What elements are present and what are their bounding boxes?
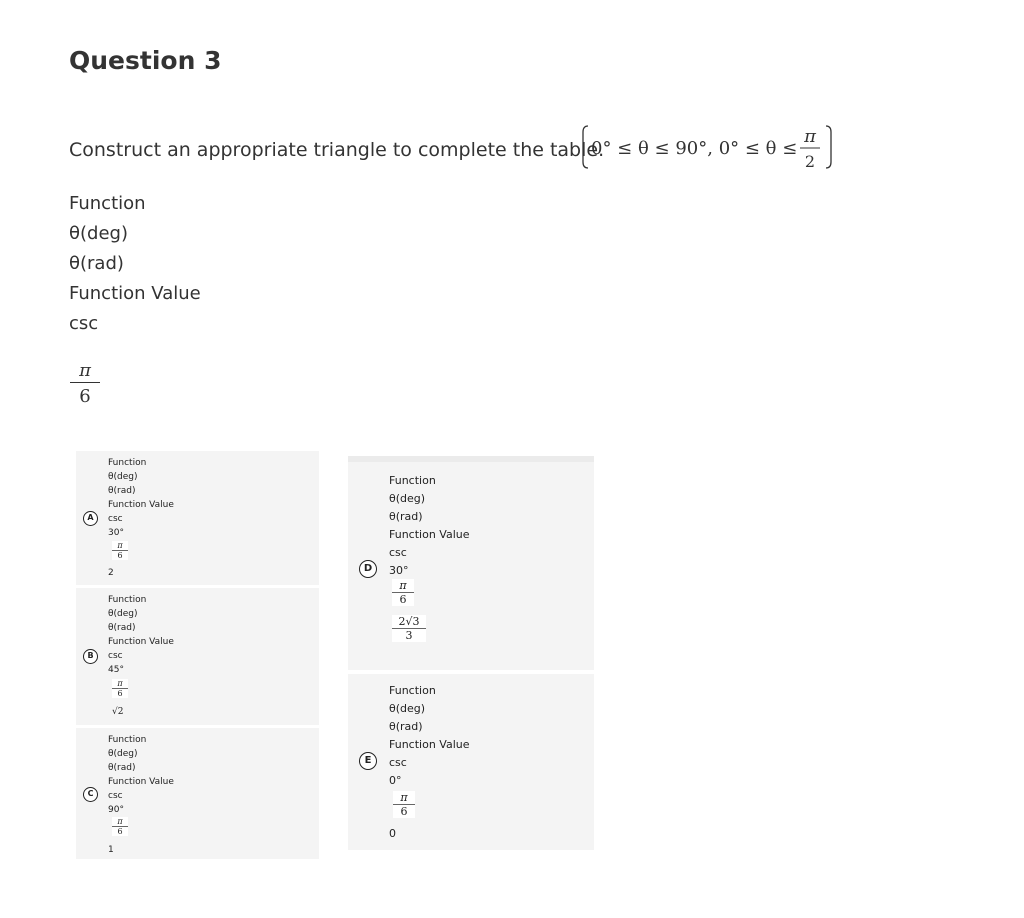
option-b-label-csc: csc bbox=[108, 651, 123, 661]
option-b-badge[interactable]: B bbox=[83, 649, 98, 664]
option-c-label-csc: csc bbox=[108, 791, 123, 801]
option-e-label-value: Function Value bbox=[389, 738, 470, 751]
answer-option-a[interactable] bbox=[76, 451, 319, 585]
option-d-function-value bbox=[392, 615, 426, 642]
row-label-rad: θ(rad) bbox=[69, 253, 124, 274]
answer-option-e[interactable] bbox=[348, 674, 594, 850]
rad-fraction-den: 6 bbox=[79, 386, 91, 407]
option-d-value-den: 3 bbox=[405, 629, 413, 642]
rad-fraction-num: π bbox=[79, 360, 91, 381]
question-prompt: Construct an appropriate triangle to complete the table. bbox=[69, 139, 605, 161]
option-d-label-csc: csc bbox=[389, 546, 407, 559]
option-c-label-function: Function bbox=[108, 735, 147, 745]
option-a-rad-fraction bbox=[112, 541, 128, 560]
question-title: Question 3 bbox=[69, 46, 222, 75]
rad-fraction bbox=[70, 360, 100, 407]
option-d-rad-fraction bbox=[392, 579, 414, 606]
interval-frac-num: π bbox=[804, 126, 816, 147]
option-a-label-deg: θ(deg) bbox=[108, 472, 138, 482]
answer-option-c[interactable] bbox=[76, 728, 319, 859]
option-a-label-function: Function bbox=[108, 458, 147, 468]
answer-option-d[interactable] bbox=[348, 456, 594, 670]
option-d-label-value: Function Value bbox=[389, 528, 470, 541]
option-a-badge[interactable]: A bbox=[83, 511, 98, 526]
option-d-rad-num: π bbox=[399, 579, 407, 592]
option-a-rad-den: 6 bbox=[117, 551, 123, 560]
option-b-label-rad: θ(rad) bbox=[108, 623, 136, 633]
option-c-function-value: 1 bbox=[108, 845, 114, 855]
option-a-rad-num: π bbox=[117, 541, 123, 550]
option-e-function-value: 0 bbox=[389, 827, 396, 840]
row-label-value: Function Value bbox=[69, 283, 201, 304]
option-e-label-rad: θ(rad) bbox=[389, 720, 423, 733]
interval-expression bbox=[582, 120, 832, 174]
option-a-function-value: 2 bbox=[108, 568, 114, 578]
option-b-label-value: Function Value bbox=[108, 637, 174, 647]
option-c-label-deg: θ(deg) bbox=[108, 749, 138, 759]
option-e-label-deg: θ(deg) bbox=[389, 702, 426, 715]
option-e-rad-num: π bbox=[400, 791, 408, 804]
row-label-function: Function bbox=[69, 193, 146, 214]
option-e-label-function: Function bbox=[389, 684, 436, 697]
option-b-rad-fraction bbox=[112, 679, 128, 698]
option-e-badge[interactable]: E bbox=[359, 752, 377, 770]
option-d-deg-value: 30° bbox=[389, 564, 409, 577]
option-b-function-value: √2 bbox=[112, 707, 124, 717]
option-d-label-deg: θ(deg) bbox=[389, 492, 426, 505]
option-d-rad-den: 6 bbox=[399, 593, 407, 606]
option-a-label-value: Function Value bbox=[108, 500, 174, 510]
option-b-label-deg: θ(deg) bbox=[108, 609, 138, 619]
option-d-badge[interactable]: D bbox=[359, 560, 377, 578]
answer-option-b[interactable] bbox=[76, 588, 319, 725]
option-d-label-function: Function bbox=[389, 474, 436, 487]
option-e-label-csc: csc bbox=[389, 756, 407, 769]
option-c-deg-value: 90° bbox=[108, 805, 124, 815]
interval-frac-den: 2 bbox=[804, 152, 816, 171]
option-d-value-num: 2√3 bbox=[398, 615, 420, 628]
option-c-label-value: Function Value bbox=[108, 777, 174, 787]
option-b-rad-den: 6 bbox=[117, 689, 123, 698]
option-c-badge[interactable]: C bbox=[83, 787, 98, 802]
option-a-deg-value: 30° bbox=[108, 528, 124, 538]
option-a-label-rad: θ(rad) bbox=[108, 486, 136, 496]
interval-text: 0° ≤ θ ≤ 90°, 0° ≤ θ ≤ bbox=[591, 138, 798, 159]
option-e-deg-value: 0° bbox=[389, 774, 402, 787]
row-label-deg: θ(deg) bbox=[69, 223, 128, 244]
row-label-csc: csc bbox=[69, 313, 99, 334]
option-d-label-rad: θ(rad) bbox=[389, 510, 423, 523]
option-c-rad-den: 6 bbox=[117, 827, 123, 836]
option-b-deg-value: 45° bbox=[108, 665, 124, 675]
option-c-rad-fraction bbox=[112, 817, 128, 836]
option-e-rad-fraction bbox=[393, 791, 415, 818]
option-c-label-rad: θ(rad) bbox=[108, 763, 136, 773]
option-b-label-function: Function bbox=[108, 595, 147, 605]
option-a-label-csc: csc bbox=[108, 514, 123, 524]
option-c-rad-num: π bbox=[117, 817, 123, 826]
option-b-rad-num: π bbox=[117, 679, 123, 688]
option-e-rad-den: 6 bbox=[400, 805, 408, 818]
